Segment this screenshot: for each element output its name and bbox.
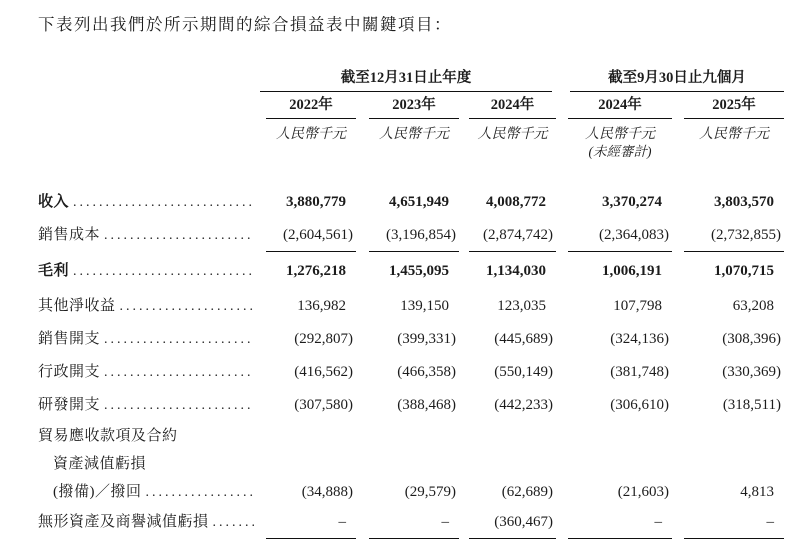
cell-value: (381,748) [610,364,669,380]
row-label: (撥備)／撥回 [53,484,142,500]
row-label: 銷售成本 [38,227,101,243]
table-row-revenue [38,186,784,219]
leader-dots [104,219,254,252]
page-title: 下表列出我們於所示期間的綜合損益表中關鍵項目： [38,15,452,34]
row-label-cell [38,422,784,450]
unit-header-row [38,119,784,160]
column-unit-label [266,119,356,160]
table-row-impairment-provision-reversal [38,478,784,506]
cell-value: 1,134,030 [486,263,546,279]
table-row-gross-profit [38,252,784,290]
cell-value: 1,006,191 [602,263,662,279]
row-label-cell [38,252,256,290]
period-group-nine-months: 截至9月30日止九個月 [570,66,784,92]
period-group-annual: 截至12月31日止年度 [260,66,552,92]
cell-value: 107,798 [613,298,662,314]
cell-value: (34,888) [301,484,353,500]
cell-value: (2,604,561) [266,219,356,252]
row-label: 貿易應收款項及合約 [38,428,178,444]
cell-value: (2,874,742) [469,219,556,252]
cell-value: 3,880,779 [286,194,346,210]
cell-value: – [684,506,784,539]
cell-value: (292,807) [294,331,353,347]
row-label: 無形資產及商譽減值虧損 [38,514,209,530]
cell-value: – [369,506,459,539]
leader-dots [120,290,254,323]
cell-value: 139,150 [400,298,449,314]
column-unit-label [684,119,784,160]
period-group-header-row [38,62,784,92]
income-statement-table [38,62,784,539]
cell-value: 1,070,715 [714,263,774,279]
cell-value: (360,467) [469,506,556,539]
cell-value: (416,562) [294,364,353,380]
table-row-administrative-expenses [38,356,784,389]
cell-value: 3,803,570 [714,194,774,210]
column-year-header: 2024年 [568,93,672,119]
row-label: 其他淨收益 [38,298,116,314]
row-label: 資產減值虧損 [53,456,147,472]
cell-value: (29,579) [404,484,456,500]
cell-value: (399,331) [397,331,456,347]
leader-dots [73,186,254,219]
table-row-other-net-income [38,290,784,323]
column-year-header: 2024年 [469,93,556,119]
cell-value: 1,455,095 [389,263,449,279]
cell-value: (306,610) [610,397,669,413]
table-row-cost-of-sales [38,219,784,252]
row-label: 銷售開支 [38,331,101,347]
cell-value: (21,603) [617,484,669,500]
leader-dots [104,389,254,422]
row-label: 研發開支 [38,397,101,413]
cell-value: (307,580) [294,397,353,413]
cell-value: (330,369) [722,364,781,380]
cell-value: 3,370,274 [602,194,662,210]
table-row-selling-expenses [38,323,784,356]
row-label-cell [38,506,256,539]
cell-value: 123,035 [497,298,546,314]
column-unit-label [568,119,672,160]
table-row-impairment-line1 [38,422,784,450]
row-label-cell [38,356,256,389]
row-label-cell [38,478,256,506]
leader-dots [213,506,254,539]
cell-value: 63,208 [732,298,774,314]
row-label: 收入 [38,194,70,210]
cell-value: 136,982 [297,298,346,314]
cell-value: 4,008,772 [486,194,546,210]
unaudited-note: (未經審計) [588,144,652,159]
cell-value: (62,689) [501,484,553,500]
cell-value: (3,196,854) [369,219,459,252]
unit-text: 人民幣千元 [699,127,769,142]
unit-text: 人民幣千元 [477,127,548,142]
table-row-rd-expenses [38,389,784,422]
row-label: 行政開支 [38,364,101,380]
leader-dots [146,478,255,506]
row-label-cell [38,219,256,252]
cell-value: 4,813 [740,484,774,500]
cell-value: (324,136) [610,331,669,347]
column-unit-label [469,119,556,160]
column-year-header: 2022年 [266,93,356,119]
column-year-header: 2025年 [684,93,784,119]
cell-value: 1,276,218 [286,263,346,279]
column-unit-label [369,119,459,160]
table-row-impairment-line2 [38,450,784,478]
unit-text: 人民幣千元 [585,127,655,142]
cell-value: (2,364,083) [568,219,672,252]
cell-value: (318,511) [722,397,781,413]
cell-value: 4,651,949 [389,194,449,210]
cell-value: (388,468) [397,397,456,413]
cell-value: (466,358) [397,364,456,380]
cell-value: (550,149) [494,364,553,380]
cell-value: (445,689) [494,331,553,347]
row-label-cell [38,186,256,219]
cell-value: (2,732,855) [684,219,784,252]
leader-dots [104,323,254,356]
cell-value: – [568,506,672,539]
cell-value: (308,396) [722,331,781,347]
year-header-row [38,92,784,119]
header-spacer [38,119,256,160]
cell-value: – [266,506,356,539]
leader-dots [73,252,254,290]
unit-text: 人民幣千元 [276,127,346,142]
row-label-cell [38,290,256,323]
row-label-cell [38,450,784,478]
row-label-cell [38,389,256,422]
row-label-cell [38,323,256,356]
cell-value: (442,233) [494,397,553,413]
column-year-header: 2023年 [369,93,459,119]
leader-dots [104,356,254,389]
row-label: 毛利 [38,263,70,279]
table-row-intangibles-goodwill-impairment [38,506,784,539]
unit-text: 人民幣千元 [379,127,449,142]
